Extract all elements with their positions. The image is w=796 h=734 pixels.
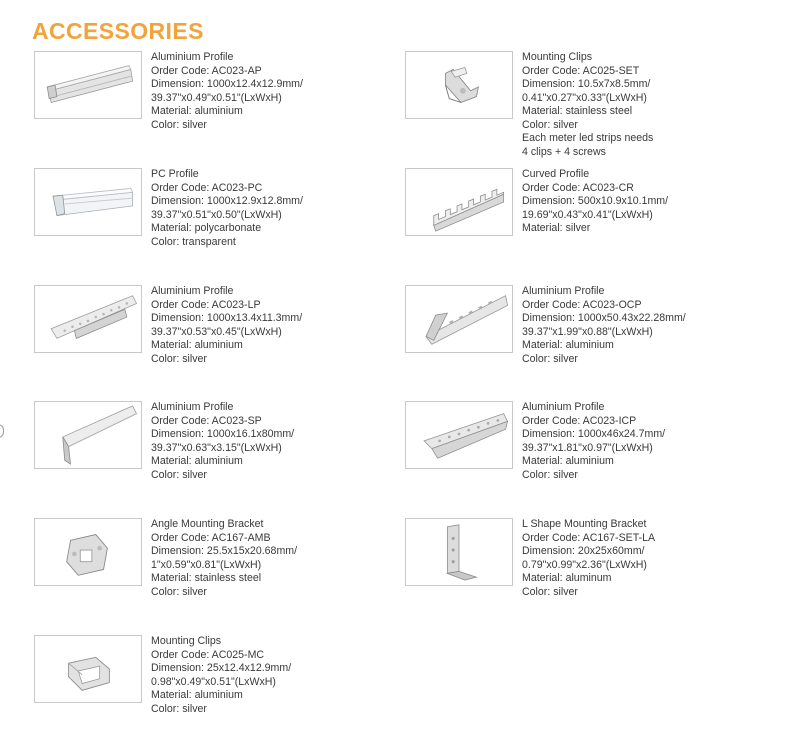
dimension-mm: Dimension: 10.5x7x8.5mm/: [522, 78, 651, 90]
product-name: PC Profile: [151, 168, 199, 180]
material: Material: stainless steel: [151, 572, 262, 584]
order-code: Order Code: AC025-MC: [151, 648, 265, 661]
dimension-inch: 39.37"x0.49"x0.51"(LxWxH): [151, 91, 282, 104]
material: Material: silver: [522, 222, 591, 234]
product-details: [522, 285, 686, 366]
dimension-mm: Dimension: 500x10.9x10.1mm/: [522, 195, 669, 207]
product-details: [151, 168, 303, 249]
dimension-mm: Dimension: 25x12.4x12.9mm/: [151, 662, 292, 674]
material: Material: aluminium: [151, 455, 243, 467]
notched-profile-icon: [405, 168, 513, 236]
product-name: Aluminium Profile: [151, 51, 234, 63]
order-code: Order Code: AC023-OCP: [522, 298, 642, 311]
product-details: [151, 635, 291, 716]
dimension-inch: 39.37"x1.81"x0.97"(LxWxH): [522, 441, 653, 454]
dimension-mm: Dimension: 1000x12.9x12.8mm/: [151, 195, 303, 207]
color: Color: silver: [522, 468, 578, 481]
product-name: Aluminium Profile: [522, 285, 605, 297]
dimension-mm: Dimension: 25.5x15x20.68mm/: [151, 545, 298, 557]
usage-note-quantity: 4 clips + 4 screws: [522, 145, 606, 158]
color: Color: silver: [151, 585, 207, 598]
material: Material: aluminium: [151, 339, 243, 351]
product-details: [522, 401, 665, 482]
order-code: Order Code: AC023-LP: [151, 298, 261, 311]
material: Material: aluminium: [522, 455, 614, 467]
page-title: ACCESSORIES: [32, 18, 204, 44]
material: Material: aluminium: [151, 105, 243, 117]
product-details: [522, 168, 668, 236]
color: Color: silver: [151, 352, 207, 365]
color: Color: silver: [151, 702, 207, 715]
dimension-mm: Dimension: 1000x50.43x22.28mm/: [522, 312, 686, 324]
material: Material: stainless steel: [522, 105, 633, 117]
product-name: Aluminium Profile: [151, 401, 234, 413]
product-details: [151, 518, 297, 599]
dimension-inch: 1"x0.59"x0.81"(LxWxH): [151, 558, 262, 571]
product-name: L Shape Mounting Bracket: [522, 518, 647, 530]
material: Material: aluminium: [151, 689, 243, 701]
clip-icon: [405, 51, 513, 119]
order-code: Order Code: AC023-CR: [522, 181, 634, 194]
order-code: Order Code: AC167-SET-LA: [522, 531, 656, 544]
order-code: Order Code: AC025-SET: [522, 64, 640, 77]
saddle-clip-icon: [34, 635, 142, 703]
angle-bracket-icon: [34, 518, 142, 586]
dimension-inch: 0.98"x0.49"x0.51"(LxWxH): [151, 675, 276, 688]
order-code: Order Code: AC023-PC: [151, 181, 263, 194]
material: Material: aluminium: [522, 339, 614, 351]
usage-note: Each meter led strips needs: [522, 132, 654, 144]
color: Color: silver: [151, 468, 207, 481]
dimension-mm: Dimension: 1000x46x24.7mm/: [522, 428, 666, 440]
flanged-profile-icon: [34, 285, 142, 353]
color: Color: silver: [522, 352, 578, 365]
product-details: [151, 401, 294, 482]
l-bracket-icon: [405, 518, 513, 586]
order-code: Order Code: AC023-SP: [151, 414, 262, 427]
product-details: [151, 285, 302, 366]
dimension-inch: 39.37"x1.99"x0.88"(LxWxH): [522, 325, 653, 338]
page-edge-mark: [0, 424, 4, 438]
product-name: Aluminium Profile: [151, 285, 234, 297]
material: Material: aluminum: [522, 572, 612, 584]
product-name: Angle Mounting Bracket: [151, 518, 264, 530]
dimension-inch: 39.37"x0.51"x0.50"(LxWxH): [151, 208, 282, 221]
material: Material: polycarbonate: [151, 222, 262, 234]
corner-profile-icon: [405, 285, 513, 353]
dimension-mm: Dimension: 1000x12.4x12.9mm/: [151, 78, 303, 90]
product-name: Mounting Clips: [151, 635, 222, 647]
product-name: Curved Profile: [522, 168, 590, 180]
channel-profile-icon: [34, 51, 142, 119]
dimension-mm: Dimension: 20x25x60mm/: [522, 545, 645, 557]
product-name: Mounting Clips: [522, 51, 593, 63]
product-details: [151, 51, 303, 132]
color: Color: silver: [522, 118, 578, 131]
order-code: Order Code: AC023-ICP: [522, 414, 637, 427]
color: Color: transparent: [151, 235, 236, 248]
dimension-inch: 0.79"x0.99"x2.36"(LxWxH): [522, 558, 647, 571]
dimension-inch: 19.69"x0.43"x0.41"(LxWxH): [522, 208, 653, 221]
product-details: [522, 518, 655, 599]
dimension-inch: 39.37"x0.53"x0.45"(LxWxH): [151, 325, 282, 338]
product-details: [522, 51, 653, 159]
order-code: Order Code: AC023-AP: [151, 64, 262, 77]
color: Color: silver: [151, 118, 207, 131]
dimension-mm: Dimension: 1000x13.4x11.3mm/: [151, 312, 303, 324]
skirting-profile-icon: [34, 401, 142, 469]
order-code: Order Code: AC167-AMB: [151, 531, 271, 544]
dimension-inch: 39.37"x0.63"x3.15"(LxWxH): [151, 441, 282, 454]
product-name: Aluminium Profile: [522, 401, 605, 413]
inner-corner-profile-icon: [405, 401, 513, 469]
color: Color: silver: [522, 585, 578, 598]
dimension-mm: Dimension: 1000x16.1x80mm/: [151, 428, 295, 440]
dimension-inch: 0.41"x0.27"x0.33"(LxWxH): [522, 91, 647, 104]
clear-profile-icon: [34, 168, 142, 236]
